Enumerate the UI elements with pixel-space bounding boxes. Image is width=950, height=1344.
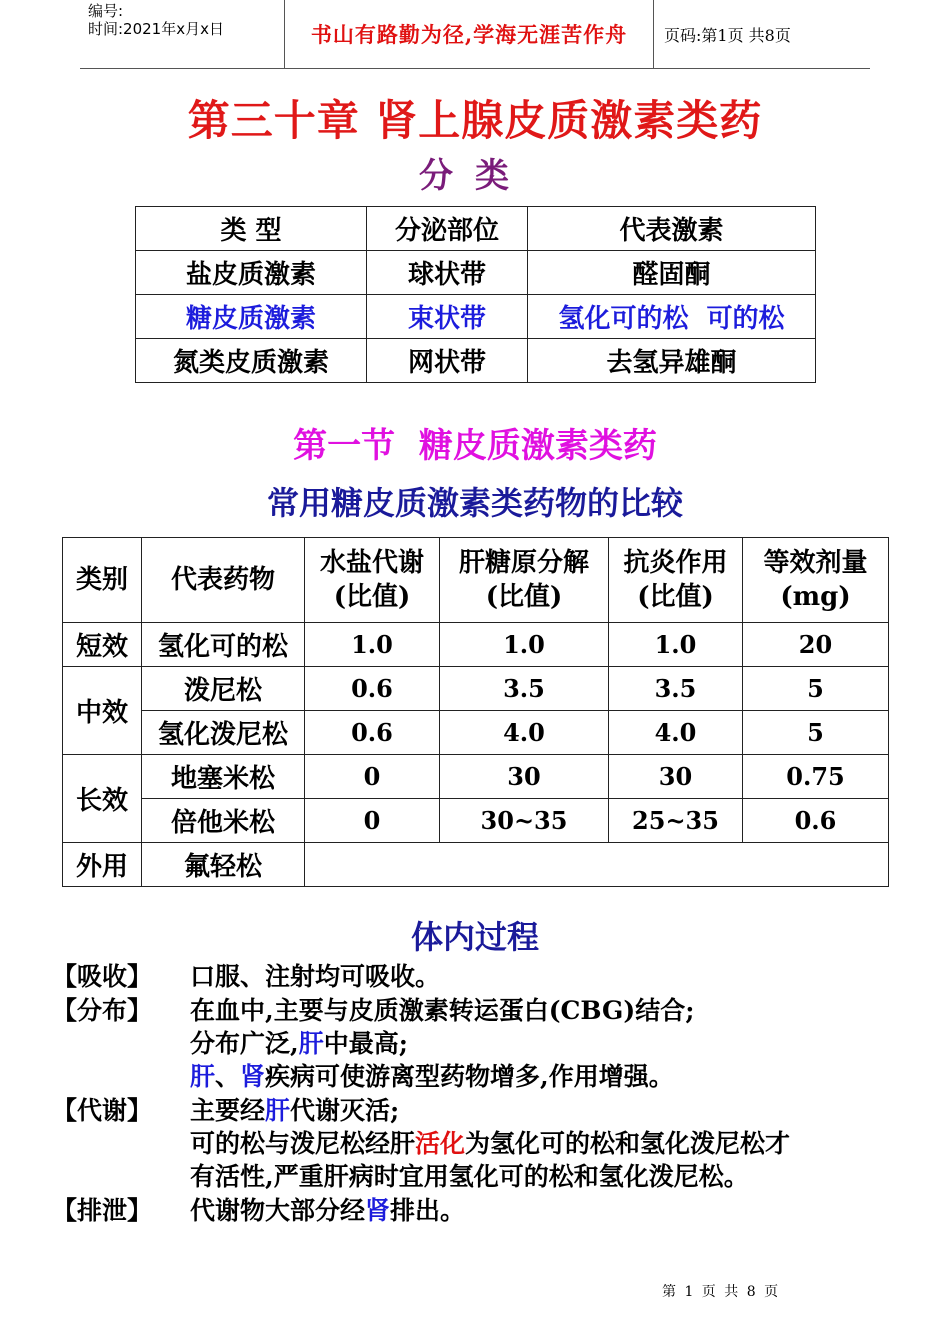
section-title: 第一节 糖皮质激素类药 [293, 426, 657, 466]
absorption-text: 口服、注射均可吸收。 [190, 962, 441, 991]
table-row [63, 755, 889, 799]
classification-title: 分类 [419, 156, 531, 196]
header-cell-category: 类别 [63, 538, 142, 623]
header-page-info: 页码:第1页 共8页 [664, 25, 791, 45]
comparison-title: 常用糖皮质激素类药物的比较 [266, 484, 683, 522]
value-cell: 20 [743, 623, 889, 667]
distribution-line: 在血中,主要与皮质激素转运蛋白(CBG)结合; [190, 996, 695, 1025]
value-cell: 1.0 [305, 623, 440, 667]
drug-cell: 氢化可的松 [142, 623, 305, 667]
chapter-title: 第三十章 肾上腺皮质激素类药 [187, 96, 763, 145]
table-header-row [136, 207, 816, 251]
distribution-item [52, 994, 695, 1091]
header-line: 水盐代谢 [319, 548, 424, 578]
text-span: 可的松与泼尼松经肝 [190, 1129, 416, 1158]
excretion-item [52, 1194, 466, 1227]
header-line: (比值) [485, 582, 563, 612]
table-row [136, 339, 816, 383]
metabolism-item [52, 1094, 791, 1191]
table-row [63, 843, 889, 887]
text-span: 分布广泛, [190, 1029, 299, 1058]
text-span: 、 [215, 1062, 241, 1091]
header-cell-anti-inflammatory [609, 538, 743, 623]
highlight-liver: 肝 [265, 1096, 291, 1125]
metabolism-line: 有活性,严重肝病时宜用氢化可的松和氢化泼尼松。 [190, 1162, 749, 1191]
text-span: 代谢灭活; [290, 1096, 400, 1125]
text-span: 代谢物大部分经 [190, 1196, 366, 1225]
metabolism-line [190, 1127, 790, 1160]
value-cell: 4.0 [440, 711, 609, 755]
table-cell: 球状带 [367, 251, 528, 295]
page-header [80, 0, 870, 69]
group-cell: 外用 [63, 843, 142, 887]
table-cell: 盐皮质激素 [136, 251, 367, 295]
highlight-kidney: 肾 [365, 1196, 391, 1225]
table-cell: 氮类皮质激素 [136, 339, 367, 383]
absorption-item [52, 960, 441, 993]
text-span: 中最高; [323, 1029, 408, 1058]
table-cell: 束状带 [367, 295, 528, 339]
highlight-kidney: 肾 [240, 1062, 266, 1091]
header-motto: 书山有路勤为径,学海无涯苦作舟 [284, 0, 654, 68]
value-cell: 0.6 [305, 711, 440, 755]
distribution-line [190, 1060, 694, 1093]
value-cell: 3.5 [440, 667, 609, 711]
table-row [63, 623, 889, 667]
metabolism-tag: 【代谢】 [52, 1096, 153, 1125]
header-cell-water-salt [305, 538, 440, 623]
drug-cell: 地塞米松 [142, 755, 305, 799]
distribution-line [190, 1027, 694, 1060]
header-line: 等效剂量 [763, 548, 868, 578]
header-line: 抗炎作用 [623, 548, 728, 578]
empty-cell [305, 843, 889, 887]
table-row [63, 667, 889, 711]
table-row [63, 711, 889, 755]
excretion-text [190, 1194, 465, 1227]
process-title: 体内过程 [410, 918, 539, 956]
value-cell: 30~35 [440, 799, 609, 843]
drug-cell: 倍他米松 [142, 799, 305, 843]
value-cell: 0 [305, 755, 440, 799]
table-row [63, 799, 889, 843]
table-header-row [63, 538, 889, 623]
value-cell: 30 [440, 755, 609, 799]
value-cell: 25~35 [609, 799, 743, 843]
table-cell: 氢化可的松 可的松 [528, 295, 816, 339]
highlight-liver: 肝 [190, 1062, 216, 1091]
metabolism-line [190, 1094, 790, 1127]
value-cell: 3.5 [609, 667, 743, 711]
page-footer: 第 1 页 共 8 页 [662, 1284, 781, 1300]
distribution-text [190, 994, 694, 1093]
value-cell: 1.0 [609, 623, 743, 667]
text-span: 为氢化可的松和氢化泼尼松才 [465, 1129, 791, 1158]
metabolism-text [190, 1094, 790, 1193]
value-cell: 1.0 [440, 623, 609, 667]
value-cell: 0.6 [305, 667, 440, 711]
header-line: (比值) [637, 582, 714, 612]
table-cell: 醛固酮 [528, 251, 816, 295]
absorption-tag: 【吸收】 [52, 962, 153, 991]
highlight-activation: 活化 [415, 1129, 466, 1158]
header-line: (mg) [780, 582, 851, 612]
value-cell: 4.0 [609, 711, 743, 755]
header-meta [88, 2, 284, 68]
value-cell: 0 [305, 799, 440, 843]
text-span: 排出。 [390, 1196, 466, 1225]
classification-table [135, 206, 816, 383]
header-cell-glycogen [440, 538, 609, 623]
value-cell: 5 [743, 711, 889, 755]
drug-cell: 泼尼松 [142, 667, 305, 711]
drug-cell: 氟轻松 [142, 843, 305, 887]
comparison-table [62, 537, 889, 887]
text-span: 疾病可使游离型药物增多,作用增强。 [265, 1062, 674, 1091]
serial-label: 编号: [88, 2, 124, 20]
excretion-tag: 【排泄】 [52, 1196, 153, 1225]
header-line: 肝糖原分解 [458, 548, 589, 578]
header-line: (比值) [333, 582, 411, 612]
table-cell: 去氢异雄酮 [528, 339, 816, 383]
time-label: 时间:2021年x月x日 [88, 20, 224, 38]
table-row [136, 251, 816, 295]
distribution-tag: 【分布】 [52, 996, 153, 1025]
table-row [136, 295, 816, 339]
group-cell: 短效 [63, 623, 142, 667]
group-cell: 中效 [63, 667, 142, 755]
highlight-liver: 肝 [298, 1029, 324, 1058]
group-cell: 长效 [63, 755, 142, 843]
value-cell: 5 [743, 667, 889, 711]
drug-cell: 氢化泼尼松 [142, 711, 305, 755]
header-cell: 分泌部位 [367, 207, 528, 251]
header-cell-dose [743, 538, 889, 623]
value-cell: 0.6 [743, 799, 889, 843]
text-span: 主要经 [190, 1096, 266, 1125]
value-cell: 0.75 [743, 755, 889, 799]
value-cell: 30 [609, 755, 743, 799]
table-cell: 糖皮质激素 [136, 295, 367, 339]
header-cell-drug: 代表药物 [142, 538, 305, 623]
header-cell: 代表激素 [528, 207, 816, 251]
table-cell: 网状带 [367, 339, 528, 383]
header-cell: 类 型 [136, 207, 367, 251]
